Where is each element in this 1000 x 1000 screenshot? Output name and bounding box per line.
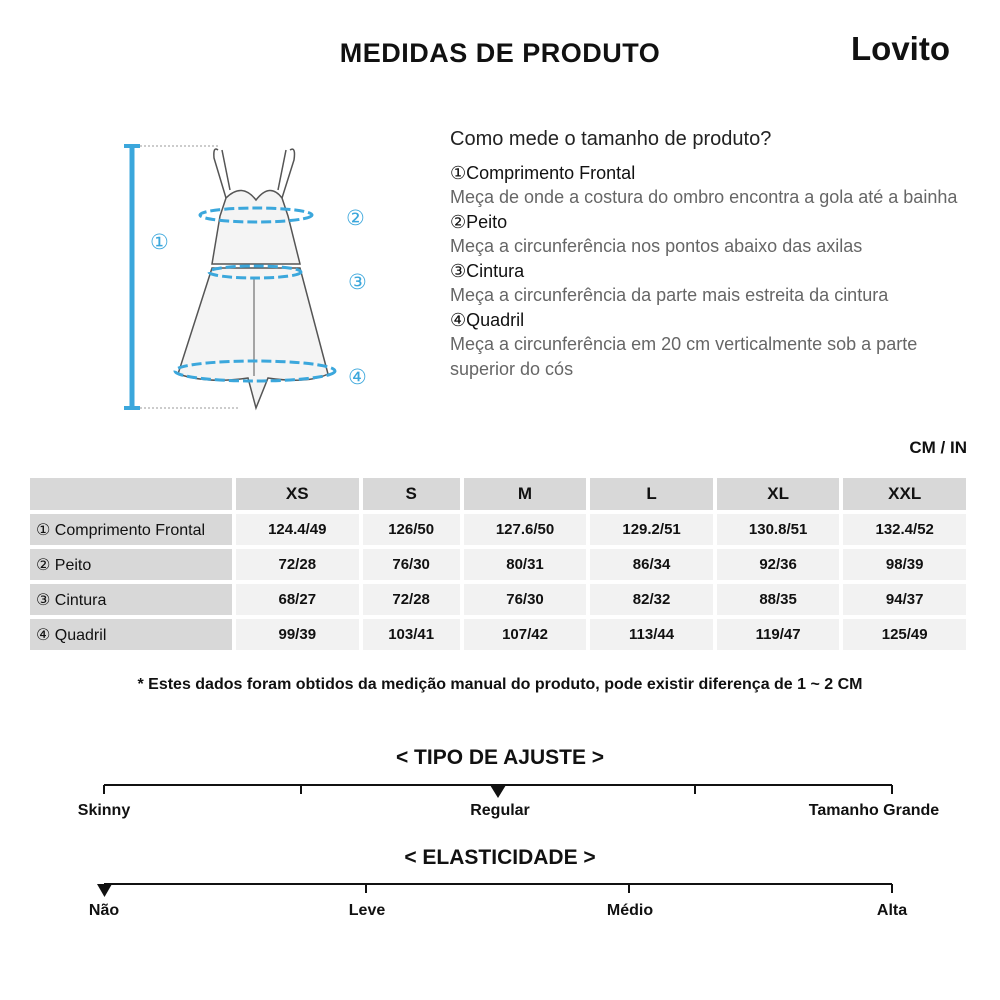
guide-item-title: ③Cintura [450,261,525,281]
size-header: XL [717,478,840,510]
garment-measurement-figure [118,138,378,423]
table-corner-cell [30,478,232,510]
table-cell: 99/39 [236,619,359,650]
table-cell: 126/50 [363,514,460,545]
size-header: S [363,478,460,510]
table-header-row [30,478,966,510]
table-cell: 76/30 [464,584,587,615]
table-cell: 72/28 [363,584,460,615]
elasticity-label-light: Leve [348,902,386,919]
elasticity-selected-indicator [97,884,112,897]
guide-heading: Como mede o tamanho de produto? [450,128,772,150]
table-cell: 129.2/51 [590,514,713,545]
fit-label-skinny: Skinny [77,802,131,819]
guide-item [450,308,970,382]
marker-2: ② [346,206,365,230]
table-cell: 88/35 [717,584,840,615]
fit-type-scale [0,778,1000,802]
row-label: ④ Quadril [30,619,232,650]
table-cell: 113/44 [590,619,713,650]
table-cell: 130.8/51 [717,514,840,545]
elasticity-label-none: Não [88,902,120,919]
table-cell: 76/30 [363,549,460,580]
size-header: XS [236,478,359,510]
fit-label-regular: Regular [470,802,530,819]
table-cell: 107/42 [464,619,587,650]
row-label: ② Peito [30,549,232,580]
table-cell: 92/36 [717,549,840,580]
size-header: XXL [843,478,966,510]
guide-item-title: ④Quadril [450,310,525,330]
guide-item-desc: Meça a circunferência em 20 cm verticalmente sob a parte superior do cós [450,334,918,379]
fit-type-title: < TIPO DE AJUSTE > [395,746,605,769]
measurement-note: * Estes dados foram obtidos da medição manual do produto, pode existir diferença de 1 ~ 2 CM [137,676,863,693]
unit-label: CM / IN [909,438,967,457]
guide-item-title: ②Peito [450,212,508,232]
guide-item-desc: Meça a circunferência nos pontos abaixo das axilas [450,236,863,256]
marker-3: ③ [348,270,367,294]
measurement-guide [450,128,970,382]
table-row [30,514,966,545]
marker-4: ④ [348,365,367,389]
table-cell: 103/41 [363,619,460,650]
size-table [26,474,970,654]
fit-selected-indicator [490,785,506,798]
table-cell: 125/49 [843,619,966,650]
table-cell: 119/47 [717,619,840,650]
table-cell: 98/39 [843,549,966,580]
row-label: ① Comprimento Frontal [30,514,232,545]
table-row [30,549,966,580]
table-cell: 132.4/52 [843,514,966,545]
guide-item-desc: Meça a circunferência da parte mais estreita da cintura [450,285,889,305]
guide-item [450,259,970,308]
brand-logo: Lovito [851,30,950,67]
table-cell: 68/27 [236,584,359,615]
page-title: MEDIDAS DE PRODUTO [339,38,661,68]
row-label: ③ Cintura [30,584,232,615]
elasticity-label-high: Alta [876,902,908,919]
table-cell: 80/31 [464,549,587,580]
table-cell: 86/34 [590,549,713,580]
size-header: M [464,478,587,510]
table-cell: 72/28 [236,549,359,580]
elasticity-label-medium: Médio [606,902,654,919]
size-header: L [590,478,713,510]
guide-item-desc: Meça de onde a costura do ombro encontra a gola até a bainha [450,187,958,207]
table-cell: 127.6/50 [464,514,587,545]
guide-item [450,161,970,210]
table-cell: 124.4/49 [236,514,359,545]
fit-label-large: Tamanho Grande [808,802,940,819]
elasticity-scale [0,876,1000,900]
dress-outline-illustration [118,138,378,418]
marker-1: ① [150,230,169,254]
table-cell: 94/37 [843,584,966,615]
table-cell: 82/32 [590,584,713,615]
guide-item [450,210,970,259]
elasticity-title: < ELASTICIDADE > [404,846,596,869]
table-row [30,619,966,650]
table-row [30,584,966,615]
guide-item-title: ①Comprimento Frontal [450,163,636,183]
